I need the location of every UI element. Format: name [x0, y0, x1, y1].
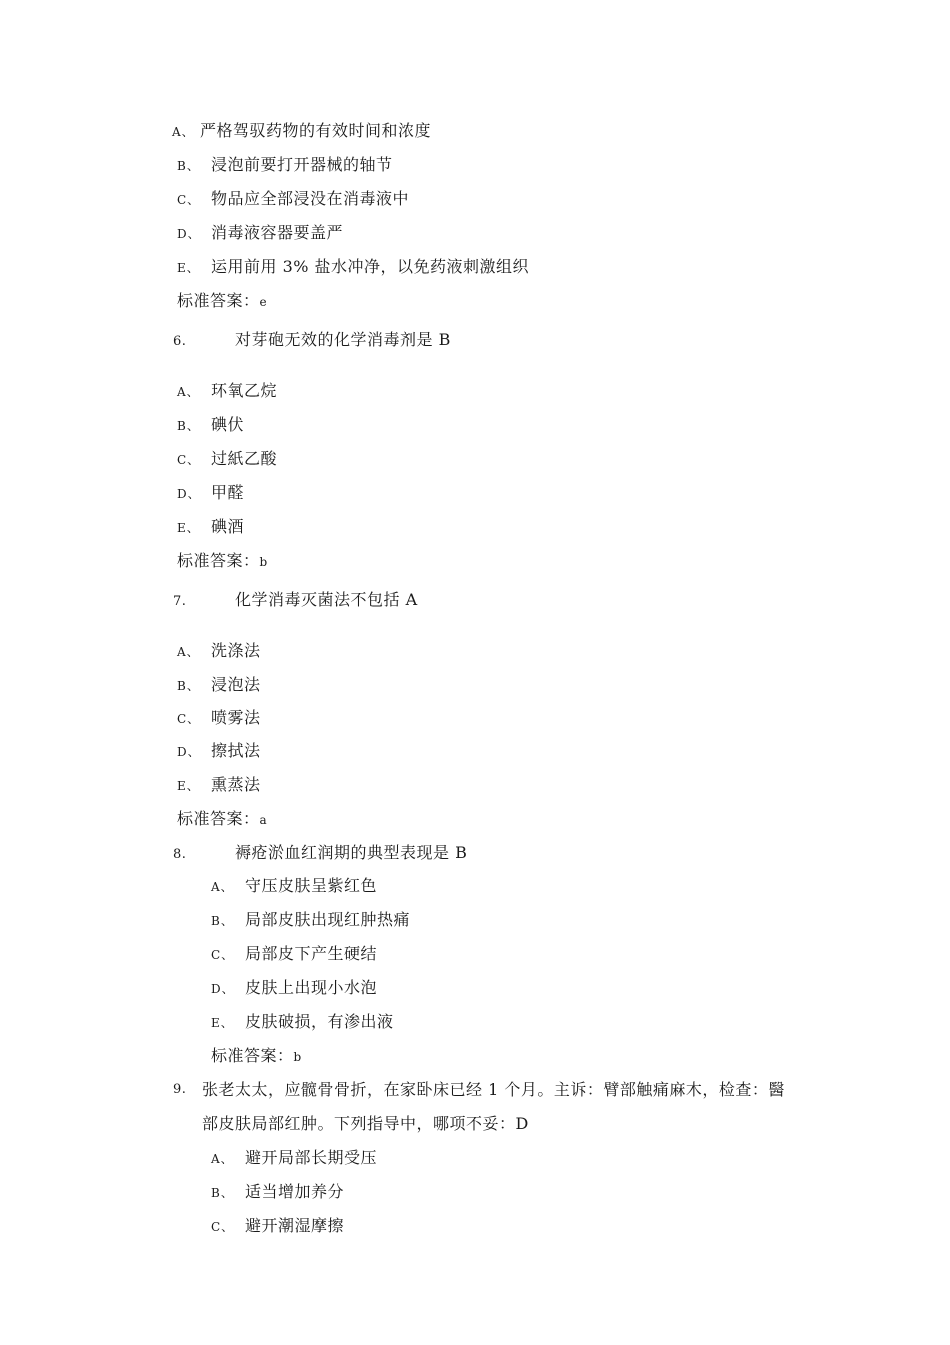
- q6-option-c: [177, 449, 277, 470]
- q6-option-e: [177, 517, 244, 538]
- q8-option-c: [211, 944, 377, 965]
- option-text: 消毒液容器要盖严: [211, 223, 344, 242]
- option-text: 严格驾驭药物的有效时间和浓度: [200, 121, 432, 140]
- q8-option-b: [211, 910, 410, 931]
- option-label: A、: [172, 125, 195, 139]
- option-label: C、: [177, 193, 201, 207]
- option-text: 熏蒸法: [211, 775, 261, 794]
- option-label: A、: [211, 1152, 234, 1166]
- option-label: B、: [177, 159, 200, 173]
- q7-stem: [173, 590, 418, 612]
- option-text: 洗涤法: [211, 641, 261, 660]
- question-text: 化学消毒灭菌法不包括 A: [235, 590, 418, 609]
- option-label: E、: [177, 521, 200, 535]
- option-text: 碘伏: [211, 415, 245, 434]
- option-label: C、: [211, 1220, 235, 1234]
- option-text: 擦拭法: [211, 741, 261, 760]
- q8-option-e: [211, 1012, 394, 1033]
- question-number: 7.: [173, 594, 187, 609]
- q5-answer: [177, 291, 267, 312]
- option-text: 局部皮肤出现红肿热痛: [245, 910, 411, 929]
- option-text: 局部皮下产生硬结: [245, 944, 378, 963]
- option-text: 浸泡前要打开器械的轴节: [211, 155, 393, 174]
- option-text: 浸泡法: [211, 675, 261, 694]
- option-text: 环氧乙烷: [211, 381, 278, 400]
- answer-label: 标准答案：: [177, 551, 260, 570]
- q7-option-d: [177, 741, 261, 762]
- question-text: 张老太太，应髋骨骨折，在家卧床已经 1 个月。主诉：臂部触痛麻木，检查：醫: [202, 1080, 785, 1099]
- option-label: C、: [177, 453, 201, 467]
- q9-option-b: [211, 1182, 344, 1203]
- q5-option-e: [177, 257, 529, 278]
- option-text: 运用前用 3% 盐水冲净，以免药液刺激组织: [211, 257, 530, 276]
- option-text: 皮肤上出现小水泡: [245, 978, 378, 997]
- q7-option-c: [177, 708, 261, 729]
- option-text: 物品应全部浸没在消毒液中: [211, 189, 410, 208]
- answer-label: 标准答案：: [177, 291, 260, 310]
- option-text: 守压皮肤呈紫红色: [245, 876, 378, 895]
- answer-value: a: [259, 813, 268, 827]
- option-label: B、: [177, 419, 200, 433]
- answer-label: 标准答案：: [177, 809, 260, 828]
- option-text: 避开潮湿摩擦: [245, 1216, 345, 1235]
- q9-option-a: [211, 1148, 377, 1169]
- option-label: B、: [211, 1186, 234, 1200]
- option-label: C、: [211, 948, 235, 962]
- q6-answer: [177, 551, 268, 572]
- q5-option-c: [177, 189, 409, 210]
- option-label: D、: [211, 982, 235, 996]
- option-label: B、: [211, 914, 234, 928]
- q5-option-d: [177, 223, 343, 244]
- option-text: 甲醛: [211, 483, 245, 502]
- q8-option-d: [211, 978, 377, 999]
- question-text-continued: 部皮肤局部红肿。下列指导中，哪项不妥：D: [202, 1114, 529, 1133]
- q6-stem: [173, 330, 451, 352]
- answer-label: 标准答案：: [211, 1046, 294, 1065]
- option-label: E、: [211, 1016, 234, 1030]
- option-label: E、: [177, 261, 200, 275]
- option-label: D、: [177, 487, 201, 501]
- option-text: 皮肤破损，有渗出液: [245, 1012, 394, 1031]
- q9-option-c: [211, 1216, 344, 1237]
- option-label: D、: [177, 745, 201, 759]
- question-text: 对芽砲无效的化学消毒剂是 B: [235, 330, 451, 349]
- option-label: A、: [211, 880, 234, 894]
- q8-answer: [211, 1046, 302, 1067]
- option-text: 适当增加养分: [245, 1182, 345, 1201]
- question-text: 褥疮淤血红润期的典型表现是 B: [235, 843, 468, 862]
- q9-stem-line2: [202, 1114, 529, 1134]
- option-text: 喷雾法: [211, 708, 261, 727]
- q7-answer: [177, 809, 267, 830]
- answer-value: b: [293, 1050, 302, 1064]
- question-number: 9.: [173, 1082, 187, 1097]
- q7-option-b: [177, 675, 261, 696]
- q5-option-a: [172, 121, 431, 142]
- option-text: 碘酒: [211, 517, 245, 536]
- q5-option-b: [177, 155, 393, 176]
- option-label: B、: [177, 679, 200, 693]
- q6-option-b: [177, 415, 244, 436]
- option-text: 过紙乙酸: [211, 449, 278, 468]
- option-label: E、: [177, 779, 200, 793]
- option-text: 避开局部长期受压: [245, 1148, 378, 1167]
- option-label: A、: [177, 385, 200, 399]
- question-number: 6.: [173, 334, 187, 349]
- answer-value: e: [259, 295, 268, 309]
- option-label: C、: [177, 712, 201, 726]
- q6-option-d: [177, 483, 244, 504]
- q6-option-a: [177, 381, 277, 402]
- answer-value: b: [259, 555, 268, 569]
- option-label: A、: [177, 645, 200, 659]
- q7-option-e: [177, 775, 261, 796]
- q8-option-a: [211, 876, 377, 897]
- option-label: D、: [177, 227, 201, 241]
- q7-option-a: [177, 641, 261, 662]
- question-number: 8.: [173, 847, 187, 862]
- q8-stem: [173, 843, 467, 865]
